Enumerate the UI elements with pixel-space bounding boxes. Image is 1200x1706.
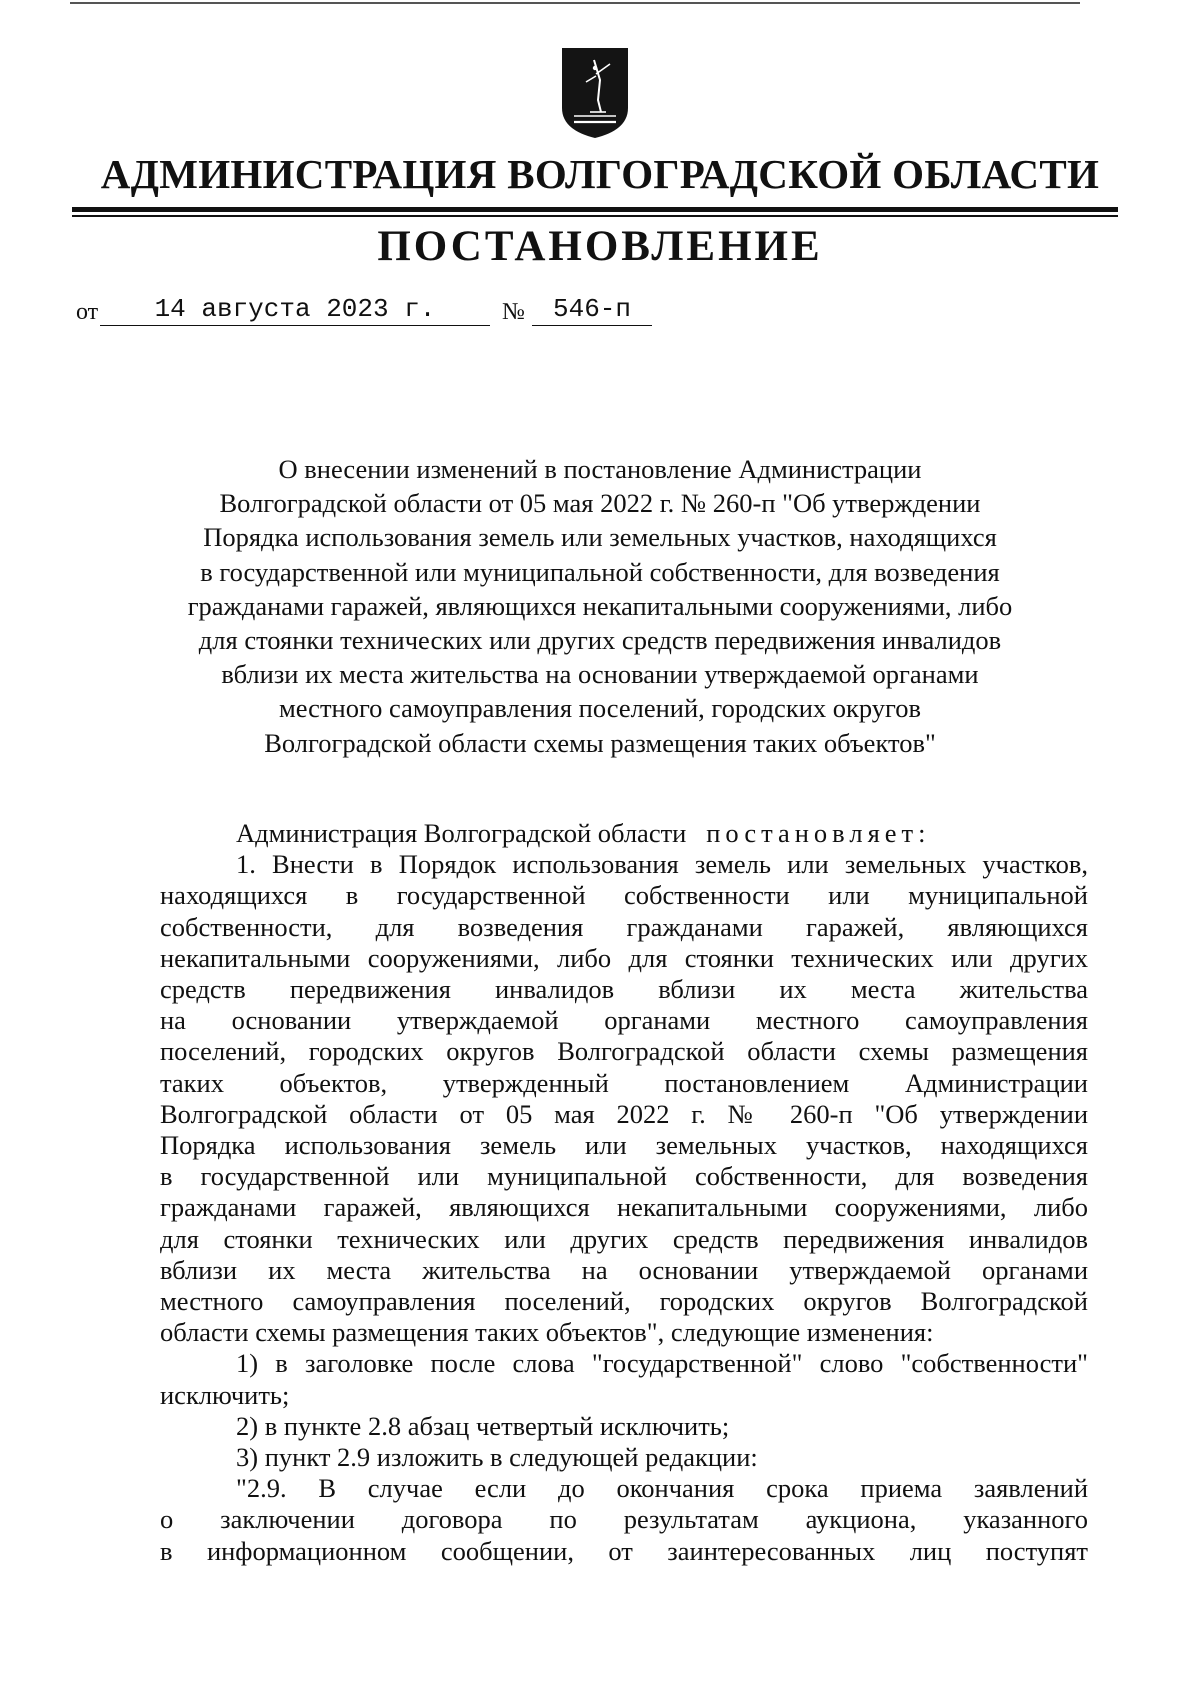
subitem1-line: 1) в заголовке после слова "государственной" слово "собственности" xyxy=(236,1348,1088,1379)
preamble-verb: постановляет: xyxy=(706,818,931,848)
item1-line: вблизи их места жительства на основании утверждаемой органами xyxy=(160,1254,1088,1285)
clause-line: в информационном сообщении, от заинтересованных лиц поступят xyxy=(160,1535,1088,1566)
item1-line: собственности, для возведения гражданами гаражей, являющихся xyxy=(160,911,1088,942)
subject-line: Порядка использования земель или земельных участков, находящихся xyxy=(203,522,997,553)
item1-line: 1. Внести в Порядок использования земель или земельных участков, xyxy=(236,849,1088,880)
item1-line: Порядка использования земель или земельных участков, находящихся xyxy=(160,1130,1088,1161)
document-body xyxy=(160,818,1088,1567)
document-type-title: ПОСТАНОВЛЕНИЕ xyxy=(377,223,823,270)
item1-line: поселений, городских округов Волгоградской области схемы размещения xyxy=(160,1036,1088,1067)
subject-line: гражданами гаражей, являющихся некапитальными сооружениями, либо xyxy=(187,590,1013,621)
preamble-text: Администрация Волгоградской области xyxy=(236,818,687,848)
item1-line: средств передвижения инвалидов вблизи их места жительства xyxy=(160,974,1088,1005)
item1-line: местного самоуправления поселений, городских округов Волгоградской xyxy=(160,1286,1088,1317)
item1-line: Волгоградской области от 05 мая 2022 г. № 260-п "Об утверждении xyxy=(160,1098,1088,1129)
item1-line: некапитальными сооружениями, либо для стоянки технических или других xyxy=(160,942,1088,973)
clause-line: "2.9. В случае если до окончания срока приема заявлений xyxy=(236,1473,1088,1504)
item1-line: области схемы размещения таких объектов", следующие изменения: xyxy=(160,1317,934,1348)
subject-line: Волгоградской области схемы размещения таких объектов" xyxy=(264,727,936,758)
document-number: 546-п xyxy=(552,294,631,324)
subitem2: 2) в пункте 2.8 абзац четвертый исключить; xyxy=(236,1410,730,1441)
item1-line: на основании утверждаемой органами местного самоуправления xyxy=(160,1005,1088,1036)
item1-line: в государственной или муниципальной собственности, для возведения xyxy=(160,1161,1088,1192)
item1-line: гражданами гаражей, являющихся некапитальными сооружениями, либо xyxy=(160,1192,1088,1223)
subject-line: в государственной или муниципальной собственности, для возведения xyxy=(200,556,1000,587)
subject-line: О внесении изменений в постановление Администрации xyxy=(278,454,922,484)
document-subject xyxy=(150,452,1050,760)
subject-line: для стоянки технических или других средств передвижения инвалидов xyxy=(198,625,1002,656)
subject-line: вблизи их места жительства на основании утверждаемой органами xyxy=(221,659,979,690)
date-underline xyxy=(100,325,490,326)
document-meta xyxy=(76,292,636,332)
scan-top-edge xyxy=(70,2,1080,4)
subitem1-line: исключить; xyxy=(160,1379,290,1410)
header-divider-thick xyxy=(72,207,1118,212)
subject-line: местного самоуправления поселений, городских округов xyxy=(278,693,922,724)
coat-of-arms-icon xyxy=(560,46,630,140)
header-divider-thin xyxy=(72,215,1118,217)
date-prefix: от xyxy=(76,299,99,325)
document-date: 14 августа 2023 г. xyxy=(154,294,436,324)
item1-line: для стоянки технических или других средств передвижения инвалидов xyxy=(160,1223,1088,1254)
number-underline xyxy=(532,325,652,326)
subject-line: Волгоградской области от 05 мая 2022 г. № 260-п "Об утверждении xyxy=(219,488,981,519)
organization-name: АДМИНИСТРАЦИЯ ВОЛГОГРАДСКОЙ ОБЛАСТИ xyxy=(100,151,1100,197)
item1-line: таких объектов, утвержденный постановлением Администрации xyxy=(160,1067,1088,1098)
clause-line: о заключении договора по результатам аукциона, указанного xyxy=(160,1504,1088,1535)
item1-line: находящихся в государственной собственности или муниципальной xyxy=(160,880,1088,911)
subitem3: 3) пункт 2.9 изложить в следующей редакции: xyxy=(236,1442,758,1473)
number-prefix: № xyxy=(502,299,525,325)
preamble xyxy=(160,818,1088,849)
